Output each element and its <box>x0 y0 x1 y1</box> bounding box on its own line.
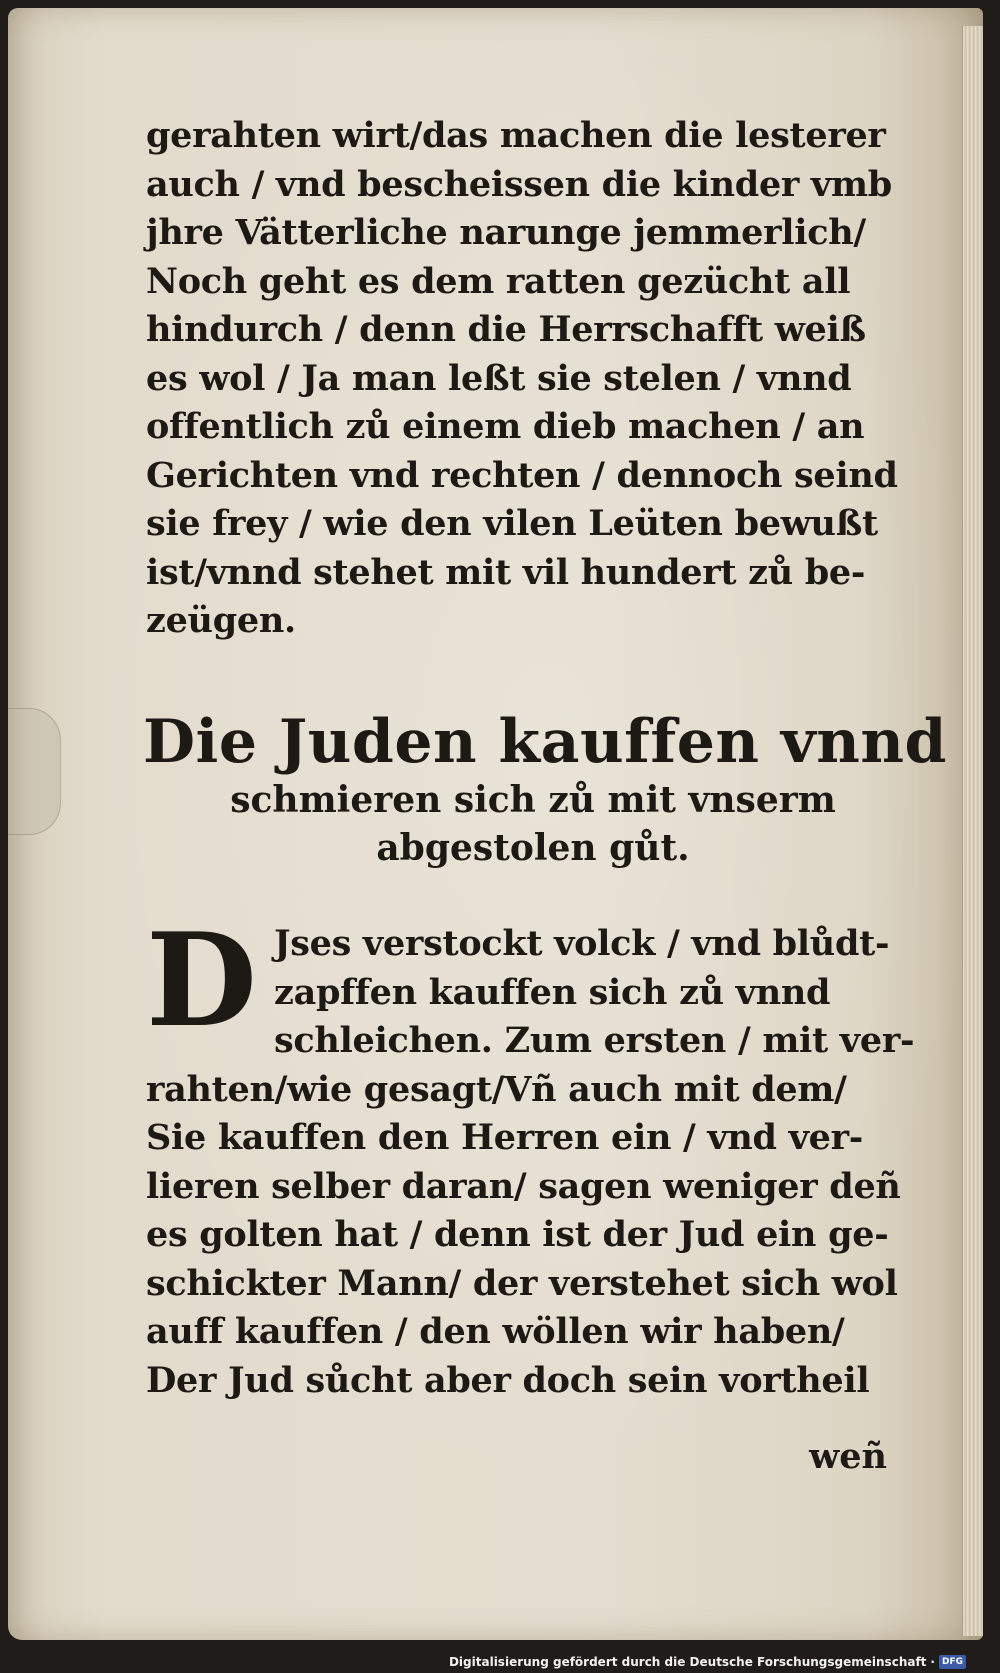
text-line: Der Jud sůcht aber doch sein vortheil <box>146 1359 870 1401</box>
paragraph-1 <box>146 112 926 646</box>
text-line: Sie kauffen den Herren ein / vnd ver- <box>146 1117 863 1158</box>
text-line: sie frey / wie den vilen Leüten bewußt <box>146 503 878 544</box>
text-line: zapffen kauffen sich zů vnnd <box>274 971 831 1013</box>
decorated-initial: D <box>146 906 257 1056</box>
text-line: es wol / Ja man leßt sie stelen / vnnd <box>146 357 852 399</box>
text-line: gerahten wirt/das machen die lesterer <box>146 115 886 156</box>
dfg-logo-icon: DFG <box>939 1655 966 1669</box>
text-line: Jses verstockt volck / vnd blůdt- <box>274 923 890 964</box>
text-line: lieren selber daran/ sagen weniger deñ <box>146 1165 901 1207</box>
heading-line-1: Die Juden kauffen vnnd <box>143 707 947 777</box>
text-line: zeügen. <box>146 600 296 641</box>
text-line: hindurch / denn die Herrschafft weiß <box>146 309 866 350</box>
text-line: auch / vnd bescheissen die kinder vmb <box>146 163 892 205</box>
text-line: offentlich zů einem dieb machen / an <box>146 406 865 447</box>
section-heading <box>143 707 947 872</box>
heading-line-2: schmieren sich zů mit vnserm <box>230 779 836 821</box>
page-edge <box>962 26 983 1636</box>
paragraph-2 <box>146 906 926 1405</box>
text-line: rahten/wie gesagt/Vñ auch mit dem/ <box>146 1068 847 1110</box>
clip-ridge <box>8 708 61 835</box>
text-line: schickter Mann/ der verstehet sich wol <box>146 1262 898 1304</box>
text-line: es golten hat / denn ist der Jud ein ge- <box>146 1214 889 1255</box>
digitization-credit <box>449 1655 966 1669</box>
text-line: Gerichten vnd rechten / dennoch seind <box>146 454 898 496</box>
credit-separator: · <box>930 1655 935 1669</box>
catchword: weñ <box>809 1436 887 1477</box>
text-line: auff kauffen / den wöllen wir haben/ <box>146 1311 845 1352</box>
text-line: jhre Vätterliche narunge jemmerlich/ <box>146 212 866 253</box>
book-page <box>8 8 983 1640</box>
credit-text: Digitalisierung gefördert durch die Deutsche Forschungsgemeinschaft <box>448 1655 927 1669</box>
text-line: Noch geht es dem ratten gezücht all <box>146 260 851 302</box>
text-line: ist/vnnd stehet mit vil hundert zů be- <box>146 551 866 593</box>
text-line: schleichen. Zum ersten / mit ver- <box>274 1020 915 1061</box>
heading-line-3: abgestolen gůt. <box>376 827 690 869</box>
